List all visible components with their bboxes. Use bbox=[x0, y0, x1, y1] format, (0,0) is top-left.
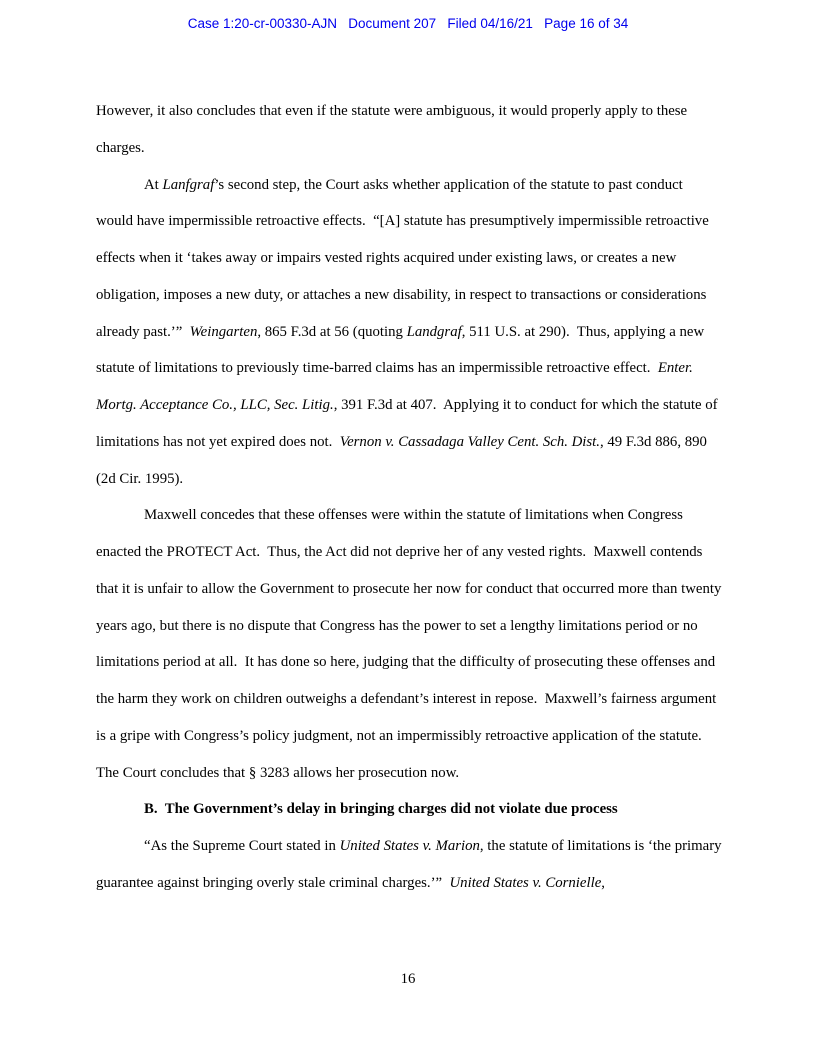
text-segment: United States v. Cornielle bbox=[449, 874, 602, 891]
text-segment: Lanfgraf bbox=[162, 176, 215, 193]
text-segment: B. The Government’s delay in bringing charges did not violate due process bbox=[144, 801, 618, 818]
text-segment: , 49 F.3d 886, 890 (2d Cir. 1995). bbox=[96, 433, 711, 487]
paragraph bbox=[96, 167, 723, 498]
text-segment: , the statute of limitations is ‘the primary guarantee against bringing overly stale criminal charges.’” bbox=[96, 838, 726, 891]
paragraph bbox=[96, 93, 723, 167]
text-segment: “As the Supreme Court stated in bbox=[144, 838, 340, 854]
text-segment: However, it also concludes that even if the statute were ambiguous, it would properly apply to these charges. bbox=[96, 103, 691, 156]
text-segment: Vernon v. Cassadaga Valley Cent. Sch. Dist. bbox=[339, 433, 600, 450]
section-heading bbox=[96, 791, 723, 828]
text-segment: Enter. Mortg. Acceptance Co., LLC, Sec. Litig. bbox=[96, 360, 697, 413]
page-number: 16 bbox=[400, 971, 416, 987]
paragraph bbox=[96, 828, 726, 902]
text-segment: At bbox=[144, 176, 163, 193]
document-body bbox=[96, 93, 726, 902]
text-segment: ’s second step, the Court asks whether application of the statute to past conduct would have impermissible retroactive effects. “[A] statute has presumptively impermissible retroactive effects when it ‘takes away or impairs vested rights acquired under existing laws, or creates a new obligation, imposes a new duty, or attaches a new disability, in respect to transactions or considerations already past.’” bbox=[96, 176, 713, 340]
text-segment: Maxwell concedes that these offenses were within the statute of limitations when Congress enacted the PROTECT Act. Thus, the Act did not deprive her of any vested rights. Maxwell contends that it is unfair to allow the Government to prosecute her now for conduct that occurred more than twenty years ago, but there is no dispute that Congress has the power to set a lengthy limitations period or no limitations period at all. It has done so here, judging that the difficulty of prosecuting these offenses and the harm they work on children outweighs a defendant’s interest in repose. Maxwell’s fairness argument is a gripe with Congress’s policy judgment, not an impermissibly retroactive application of the statute. The Court concludes that § 3283 allows her prosecution now. bbox=[96, 507, 726, 781]
text-segment: United States v. Marion bbox=[339, 838, 480, 854]
text-segment: , 865 F.3d at 56 (quoting bbox=[257, 323, 407, 340]
text-segment: Weingarten bbox=[189, 323, 258, 340]
text-segment: Landgraf bbox=[406, 323, 462, 340]
ecf-header-stamp: Case 1:20-cr-00330-AJN Document 207 Filed 04/16/21 Page 16 of 34 bbox=[187, 16, 629, 31]
text-segment: , bbox=[601, 874, 605, 891]
text-segment: , 391 F.3d at 407. Applying it to conduct for which the statute of limitations has not yet expired does not. bbox=[96, 397, 722, 450]
paragraph bbox=[96, 497, 726, 791]
text-segment: , 511 U.S. at 290). Thus, applying a new statute of limitations to previously time-barred claims has an impermissible retroactive effect. bbox=[96, 323, 708, 377]
